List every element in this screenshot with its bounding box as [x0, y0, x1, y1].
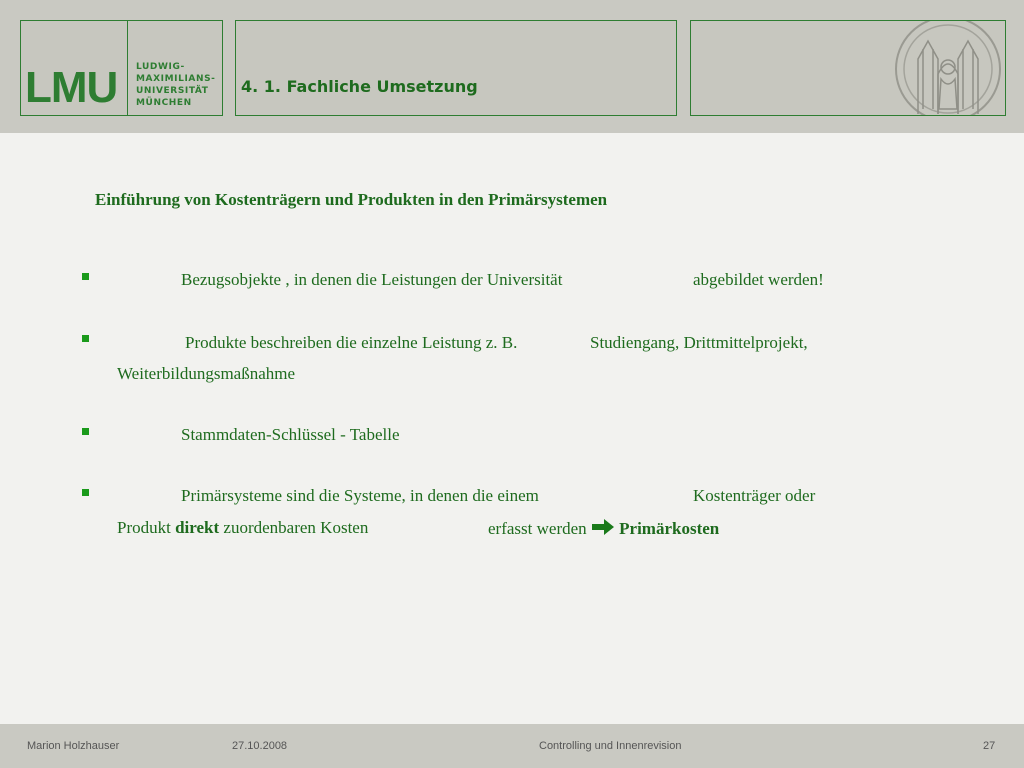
university-line-4: MÜNCHEN: [136, 98, 192, 108]
footer-date: 27.10.2008: [232, 740, 288, 752]
bullet4-text-d: [488, 518, 719, 539]
bullet4-c-bold: direkt: [175, 518, 220, 537]
lmu-logo-box: [20, 20, 144, 116]
bullet-marker-3: [82, 428, 89, 435]
bullet2-text-a: Produkte beschreiben die einzelne Leistung z. B.: [185, 333, 518, 352]
university-line-1: LUDWIG-: [136, 62, 185, 72]
slide-title: 4. 1. Fachliche Umsetzung: [241, 77, 478, 96]
bullet4-text-c: [117, 518, 368, 538]
arrow-right-icon: [591, 518, 615, 536]
university-name-box: [127, 20, 223, 116]
bullet2-text-c: Weiterbildungsmaßnahme: [117, 364, 296, 383]
footer-page-number: 27: [983, 740, 996, 752]
footer-course: Controlling und Innenrevision: [539, 740, 682, 752]
lmu-logo: LMU: [25, 63, 118, 112]
university-seal-icon: [893, 20, 1003, 116]
bullet1-text-b: abgebildet werden!: [693, 270, 824, 289]
seal-box: [690, 20, 1006, 116]
content-subtitle: Einführung von Kostenträgern und Produkten in den Primärsystemen: [95, 190, 608, 209]
bullet4-text-b: Kostenträger oder: [693, 486, 816, 505]
title-box: [235, 20, 677, 116]
bullet4-c-pre: Produkt: [117, 518, 176, 537]
bullet-marker-2: [82, 335, 89, 342]
bullet2-text-b: Studiengang, Drittmittelprojekt,: [590, 333, 808, 352]
university-line-2: MAXIMILIANS-: [136, 74, 216, 84]
header-bar: [0, 0, 1024, 133]
bullet4-c-post: zuordenbaren Kosten: [219, 518, 369, 537]
bullet4-e-bold: Primärkosten: [619, 519, 720, 538]
university-name: [136, 61, 216, 109]
bullet4-d-text: erfasst werden: [488, 519, 587, 538]
footer-author: Marion Holzhauser: [27, 740, 120, 752]
bullet1-text-a: Bezugsobjekte , in denen die Leistungen der Universität: [181, 270, 563, 289]
bullet4-text-a: Primärsysteme sind die Systeme, in denen die einem: [181, 486, 539, 505]
bullet3-text-a: Stammdaten-Schlüssel - Tabelle: [181, 425, 400, 444]
bullet-marker-1: [82, 273, 89, 280]
bullet-marker-4: [82, 489, 89, 496]
university-line-3: UNIVERSITÄT: [136, 86, 209, 96]
footer-bar: [0, 724, 1024, 768]
